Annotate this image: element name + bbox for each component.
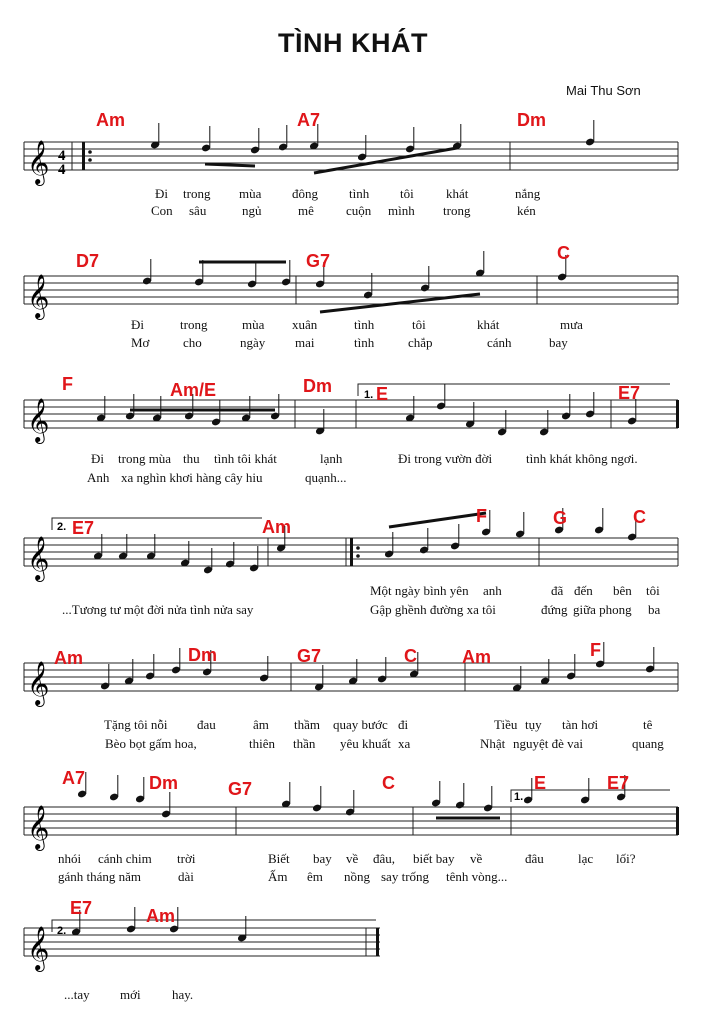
chord-label: E7 (70, 898, 93, 918)
treble-clef-icon: 𝄞 (27, 661, 50, 705)
chord-label: Dm (517, 110, 547, 130)
chord-label: Am (146, 906, 176, 926)
lyric-word: Tặng tôi nỗi (104, 717, 168, 732)
lyric-word: Đi trong vườn đời (398, 451, 493, 466)
repeat-barline (350, 538, 353, 566)
final-barline (676, 400, 679, 428)
chord-label: E7 (72, 518, 95, 538)
lyric-word: tôi (400, 186, 414, 201)
lyric-word: bay (549, 335, 568, 350)
lyric-word: tàn hơi (562, 717, 599, 732)
treble-clef-icon: 𝄞 (27, 398, 50, 442)
lyric-word: xa (398, 736, 411, 751)
lyric-word: Ấm (268, 869, 288, 884)
lyric-word: nắng (515, 186, 541, 201)
chord-label: Am (54, 648, 84, 668)
lyric-word: hay. (172, 987, 194, 1002)
lyric-word: ngày (240, 335, 266, 350)
lyric-word: Biết (268, 851, 290, 866)
lyric-word: lối? (616, 851, 636, 866)
lyric-word: cho (183, 335, 202, 350)
lyric-word: Nhật (480, 736, 506, 751)
lyric-word: âm (253, 717, 269, 732)
lyric-word: bên (613, 583, 632, 598)
final-barline (376, 928, 379, 956)
lyric-word: yêu khuất (340, 736, 391, 751)
composer-name: Mai Thu Sơn (566, 83, 641, 98)
lyric-word: khát (477, 317, 500, 332)
chord-label: Dm (149, 773, 179, 793)
lyric-word: Một ngày bình yên (370, 583, 469, 598)
note-beam (205, 164, 255, 166)
chord-label: G7 (297, 646, 322, 666)
lyric-word: cánh chim (98, 851, 152, 866)
lyric-word: tình (354, 335, 375, 350)
lyric-word: xa nghìn khơi hàng cây hiu (121, 470, 263, 485)
chord-label: Am/E (170, 380, 217, 400)
lyric-word: sâu (189, 203, 207, 218)
lyric-word: ngủ (242, 203, 262, 218)
lyric-word: đứng (541, 602, 568, 617)
lyric-word: say trống (381, 869, 430, 884)
lyric-word: đi (398, 717, 409, 732)
repeat-barline (82, 142, 85, 170)
lyric-word: gánh tháng năm (58, 869, 142, 884)
lyric-word: nhói (58, 851, 82, 866)
lyric-word: thu (183, 451, 200, 466)
lyric-word: Con (151, 203, 173, 218)
lyric-word: tênh vòng... (446, 869, 508, 884)
chord-label: G7 (228, 779, 253, 799)
lyric-word: ...Tương tư một đời nửa tình nửa say (62, 602, 254, 617)
chord-label: Am (262, 517, 292, 537)
lyric-word: Gập ghềnh đường xa tôi (370, 602, 496, 617)
treble-clef-icon: 𝄞 (27, 805, 50, 849)
lyric-word: mê (298, 203, 314, 218)
lyric-word: nồng (344, 869, 370, 884)
lyric-word: Đi (131, 317, 144, 332)
lyric-word: lạc (578, 851, 594, 866)
lyric-word: biết bay (413, 851, 455, 866)
treble-clef-icon: 𝄞 (27, 274, 50, 318)
chord-label: C (557, 243, 570, 263)
chord-label: E7 (607, 773, 630, 793)
lyric-word: Anh (87, 470, 110, 485)
lyric-word: trong (180, 317, 208, 332)
chord-label: C (382, 773, 395, 793)
lyric-word: Đi (155, 186, 168, 201)
lyric-word: đau (197, 717, 216, 732)
lyric-word: quay bước (333, 717, 388, 732)
chord-label: Am (462, 647, 492, 667)
repeat-dot (356, 546, 360, 550)
lyric-word: dài (178, 869, 194, 884)
treble-clef-icon: 𝄞 (27, 536, 50, 580)
lyric-word: về (346, 851, 359, 866)
note-beam (314, 148, 457, 173)
lyric-word: trong (443, 203, 471, 218)
lyric-word: anh (483, 583, 502, 598)
lyric-word: mới (120, 987, 141, 1002)
lyric-word: trong (183, 186, 211, 201)
lyric-word: mai (295, 335, 315, 350)
chord-label: F (62, 374, 73, 394)
chord-label: C (404, 646, 417, 666)
volta-1-label: 1. (364, 389, 374, 401)
lyric-word: đến (574, 583, 593, 598)
lyric-word: đâu, (373, 851, 396, 866)
lyric-word: cánh (487, 335, 512, 350)
lyric-word: chắp (408, 335, 433, 350)
lyric-word: đã (551, 583, 564, 598)
chord-label: E (376, 384, 389, 404)
chord-label: A7 (62, 768, 86, 788)
note-beam (389, 513, 486, 527)
lyric-word: tôi (646, 583, 660, 598)
lyric-word: thầm (294, 717, 320, 732)
chord-label: E (534, 773, 547, 793)
time-signature-top: 4 (58, 148, 66, 164)
lyric-word: về (470, 851, 483, 866)
lyric-word: êm (307, 869, 323, 884)
lyric-word: mưa (560, 317, 583, 332)
lyric-word: tôi (412, 317, 426, 332)
lyric-word: quạnh... (305, 470, 347, 485)
lyric-word: nguyệt đè vai (513, 736, 584, 751)
lyric-word: tình (349, 186, 370, 201)
lyric-word: đâu (525, 851, 544, 866)
lyric-word: mùa (239, 186, 262, 201)
chord-label: F (476, 506, 487, 526)
lyric-word: tụy (525, 717, 542, 732)
lyric-word: ba (648, 602, 661, 617)
lyric-word: trong mùa (118, 451, 172, 466)
chord-label: Dm (188, 645, 218, 665)
lyric-word: lạnh (320, 451, 343, 466)
chord-label: D7 (76, 251, 100, 271)
chord-label: G (553, 508, 568, 528)
lyric-word: đông (292, 186, 318, 201)
lyric-word: mình (388, 203, 415, 218)
song-title: TÌNH KHÁT (278, 28, 428, 58)
lyric-word: khát (446, 186, 469, 201)
chord-label: Am (96, 110, 126, 130)
time-signature-bottom: 4 (58, 162, 66, 178)
lyric-word: quang (632, 736, 664, 751)
lyric-word: tình tôi khát (214, 451, 277, 466)
volta-2-label-system4: 2. (57, 521, 67, 533)
lyric-word: tình (354, 317, 375, 332)
chord-label: G7 (306, 251, 331, 271)
lyric-word: Bèo bọt gấm hoa, (105, 736, 197, 751)
lyric-word: thiên (249, 736, 275, 751)
chord-label: F (590, 640, 601, 660)
chord-label: Dm (303, 376, 333, 396)
repeat-dot (88, 158, 92, 162)
chord-label: A7 (297, 110, 321, 130)
lyric-word: thần (293, 736, 316, 751)
lyric-word: tình khát không ngơi. (526, 451, 638, 466)
lyric-word: Tiều (494, 717, 518, 732)
lyric-word: mùa (242, 317, 265, 332)
lyric-word: tê (643, 717, 653, 732)
lyric-word: ...tay (64, 987, 90, 1002)
lyric-word: Đi (91, 451, 104, 466)
repeat-dot (88, 150, 92, 154)
lyric-word: giữa phong (573, 602, 632, 617)
chord-label: E7 (618, 383, 641, 403)
volta-bracket (52, 920, 376, 932)
lyric-word: bay (313, 851, 332, 866)
lyric-word: xuân (292, 317, 318, 332)
lyric-word: trời (177, 851, 196, 866)
lyric-word: cuộn (346, 203, 372, 218)
treble-clef-icon: 𝄞 (27, 926, 50, 970)
chord-label: C (633, 507, 646, 527)
repeat-dot (356, 554, 360, 558)
treble-clef-icon: 𝄞 (27, 140, 50, 184)
final-barline (676, 807, 679, 835)
volta-1-label-system6: 1. (514, 791, 524, 803)
lyric-word: kén (517, 203, 536, 218)
lyric-word: Mơ (131, 335, 150, 350)
volta-2-label-system7: 2. (57, 925, 67, 937)
